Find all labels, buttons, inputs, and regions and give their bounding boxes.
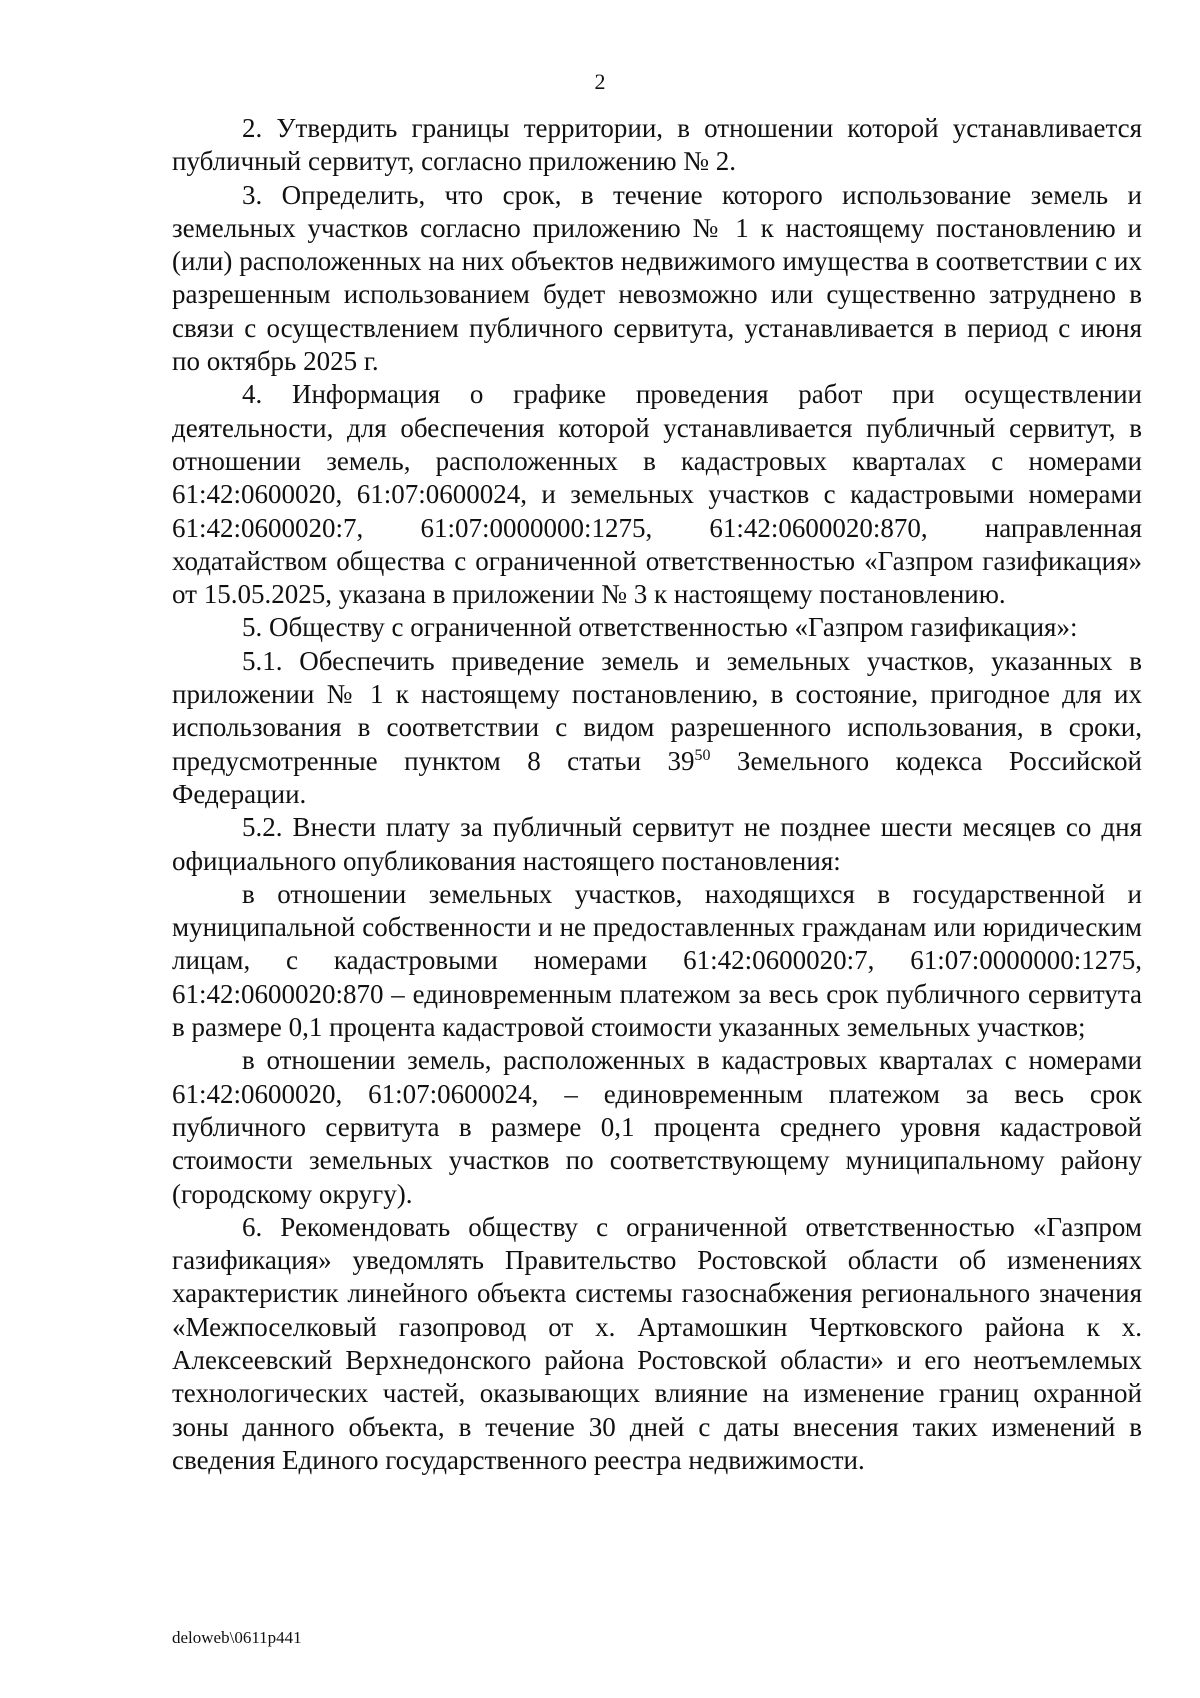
document-footer-code: deloweb\0611p441 xyxy=(172,1628,302,1647)
paragraph-5-2-b: в отношении земель, расположенных в кадастровых кварталах с номерами 61:42:0600020, 61:07:0600024, – единовременным платежом за весь срок публичного сервитута в размере 0,1 процента среднего уровня кадастровой стоимости земельных участков по соответствующему муниципальному району (городскому округу). xyxy=(172,1045,1142,1209)
paragraph-6: 6. Рекомендовать обществу с ограниченной ответственностью «Газпром газификация» уведомлять Правительство Ростовской области об изменениях характеристик линейного объекта системы газоснабжения регионального значения «Межпоселковый газопровод от х. Артамошкин Чертковского района к х. Алексеевский Верхнедонского района Ростовской области» и его неотъемлемых технологических частей, оказывающих влияние на изменение границ охранной зоны данного объекта, в течение 30 дней с даты внесения таких изменений в сведения Единого государственного реестра недвижимости. xyxy=(172,1211,1142,1475)
paragraph-4: 4. Информация о графике проведения работ при осуществлении деятельности, для обеспечения которой устанавливается публичный сервитут, в отношении земель, расположенных в кадастровых кварталах с номерами 61:42:0600020, 61:07:0600024, и земельных участков с кадастровыми номерами 61:42:0600020:7, 61:07:0000000:1275, 61:42:0600020:870, направленная ходатайством общества с ограниченной ответственностью «Газпром газификация» от 15.05.2025, указана в приложении № 3 к настоящему постановлению. xyxy=(172,379,1142,610)
document-body xyxy=(172,112,1142,1477)
paragraph-3: 3. Определить, что срок, в течение которого использование земель и земельных участков согласно приложению № 1 к настоящему постановлению и (или) расположенных на них объектов недвижимого имущества в соответствии с их разрешенным использованием будет невозможно или существенно затруднено в связи с осуществлением публичного сервитута, устанавливается в период с июня по октябрь 2025 г. xyxy=(172,179,1142,377)
paragraph-5-1-text-end: Земельного кодекса Российской Федерации. xyxy=(172,745,1142,809)
paragraph-5-1 xyxy=(172,645,1142,811)
paragraph-5-1-text: 5.1. Обеспечить приведение земель и земельных участков, указанных в приложении № 1 к настоящему постановлению, в состояние, пригодное для их использования в соответствии с видом разрешенного использования, в сроки, предусмотренные пунктом 8 статьи 39 xyxy=(172,645,1142,776)
paragraph-5-2-a: в отношении земельных участков, находящихся в государственной и муниципальной собственности и не предоставленных гражданам или юридическим лицам, с кадастровыми номерами 61:42:0600020:7, 61:07:0000000:1275, 61:42:0600020:870 – единовременным платежом за весь срок публичного сервитута в размере 0,1 процента кадастровой стоимости указанных земельных участков; xyxy=(172,878,1142,1043)
article-superscript: 50 xyxy=(694,746,711,764)
paragraph-5: 5. Обществу с ограниченной ответственностью «Газпром газификация»: xyxy=(242,612,1078,643)
page-number: 2 xyxy=(594,69,606,94)
paragraph-5-2: 5.2. Внести плату за публичный сервитут не позднее шести месяцев со дня официального опубликования настоящего постановления: xyxy=(172,812,1142,876)
paragraph-2: 2. Утвердить границы территории, в отношении которой устанавливается публичный сервитут, согласно приложению № 2. xyxy=(172,113,1142,177)
